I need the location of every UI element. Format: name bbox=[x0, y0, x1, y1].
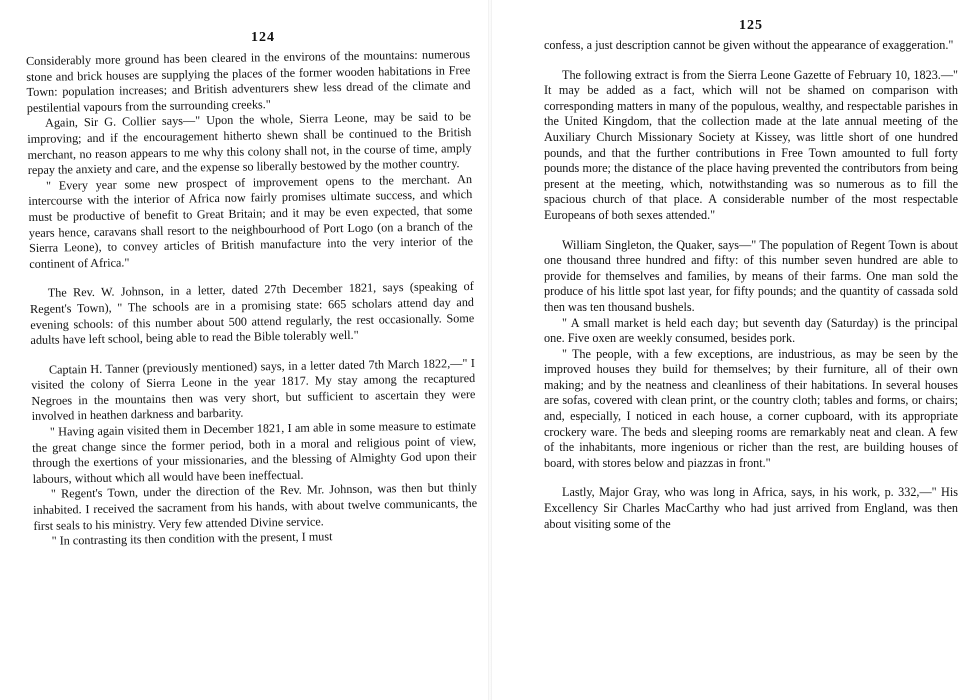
paragraph: William Singleton, the Quaker, says—" The population of Regent Town is about one thousand three hundred and fifty: of this number seven hundred are able to provide for themselves and families, by means of their farms. One man sold the produce of his little spot last year, for fifty pounds; and the quantity of cassada sold then was ten thousand bushels. bbox=[544, 237, 958, 314]
paragraph: " Every year some new prospect of improvement opens to the merchant. An intercourse with the interior of Africa now fairly promises ultimate success, and which must be productive of benefit to Great Britain; and it may be even expected, that some years hence, caravans shall resort to the neighbourhood of Port Logo (on a branch of the Sierra Leone), to convey articles of British manufacture into the very interior of the continent of Africa." bbox=[28, 171, 474, 271]
paragraph: Captain H. Tanner (previously mentioned) says, in a letter dated 7th March 1822,—" I visited the colony of Sierra Leone in the year 1817. My stay among the recaptured Negroes in the mountains then was very short, but sufficient to ascertain they were involved in heathen darkness and barbarity. bbox=[31, 355, 476, 424]
paragraph: " A small market is held each day; but seventh day (Saturday) is the principal one. Five oxen are weekly consumed, besides pork. bbox=[544, 315, 958, 346]
paragraph: " The people, with a few exceptions, are industrious, as may be seen by the improved houses they build for themselves; by their furniture, all of their own making; and by the neatness and cleanliness of their habitations. In several houses are sofas, covered with clean print, or the country cloth; tables and forms, or chairs; and, especially, I noticed in each house, a corner cupboard, with its appropriate crockery ware. The beds and sleeping rooms are remarkably neat and clean. A few of the inhabitants, more ingenious or richer than the rest, are building houses of board, with stores below and piazzas in front." bbox=[544, 346, 958, 470]
paragraph: Lastly, Major Gray, who was long in Africa, says, in his work, p. 332,—" His Excellency Sir Charles MacCarthy who had just arrived from England, was then about visiting some of the bbox=[544, 485, 958, 531]
page-number: 124 bbox=[251, 30, 275, 45]
paragraph: confess, a just description cannot be given without the appearance of exaggeration." bbox=[544, 38, 954, 52]
paragraph: " Regent's Town, under the direction of the Rev. Mr. Johnson, was then but thinly inhabited. I received the sacrament from his hands, with about twelve communicants, the first seals to his ministry. Very few attended Divine service. bbox=[33, 480, 478, 533]
paragraph: " Having again visited them in December 1821, I am able in some measure to estimate the great change since the former period, both in a moral and religious point of view, through the exertions of your missionaries, and the blessing of Almighty God upon their labours, without which all would have been ineffectual. bbox=[32, 418, 477, 486]
paragraph: " In contrasting its then condition with the present, I must bbox=[51, 529, 333, 548]
paragraph: Again, Sir G. Collier says—" Upon the whole, Sierra Leone, may be said to be improving; and if the encouragement hitherto shewn shall be continued to the British merchant, no reason appears to me why this colony shall not, in the course of time, amply repay the anxiety and care, and the expense so liberally bestowed by the mother country. bbox=[27, 109, 472, 178]
paragraph: The following extract is from the Sierra Leone Gazette of February 10, 1823.—" It may be added as a fact, which will not be shamed on comparison with corresponding matters in many of the populous, wealthy, and respectable parishes in the United Kingdom, that the collection made at the late annual meeting of the Auxiliary Church Missionary Society at Kissey, was little short of one hundred pounds, and that the further contributions in Free Town amounted to full forty pounds more; the distance of the place having prevented the contributors from being present at the meeting, which, notwithstanding was so numerous as to fill the spacious church of that place. A considerable number of the most respectable Europeans of both sexes attended." bbox=[544, 67, 958, 222]
right-text-column bbox=[544, 38, 958, 532]
right-page bbox=[490, 0, 980, 700]
left-text-column bbox=[26, 47, 478, 550]
paragraph: The Rev. W. Johnson, in a letter, dated 27th December 1821, says (speaking of Regent's Town), " The schools are in a promising state: 665 scholars attend day and evening schools: of this number about 500 attend regularly, the rest occasionally. Some adults have left school, being able to read the Bible tolerably well." bbox=[29, 279, 475, 348]
page-number: 125 bbox=[739, 18, 763, 33]
paragraph: Considerably more ground has been cleared in the environs of the mountains: numerous stone and brick houses are supplying the places of the former wooden habitations in Free Town: population increases; and British adventurers shew less dread of the climate and pestilential vapours from the surrounding creeks." bbox=[26, 47, 471, 115]
